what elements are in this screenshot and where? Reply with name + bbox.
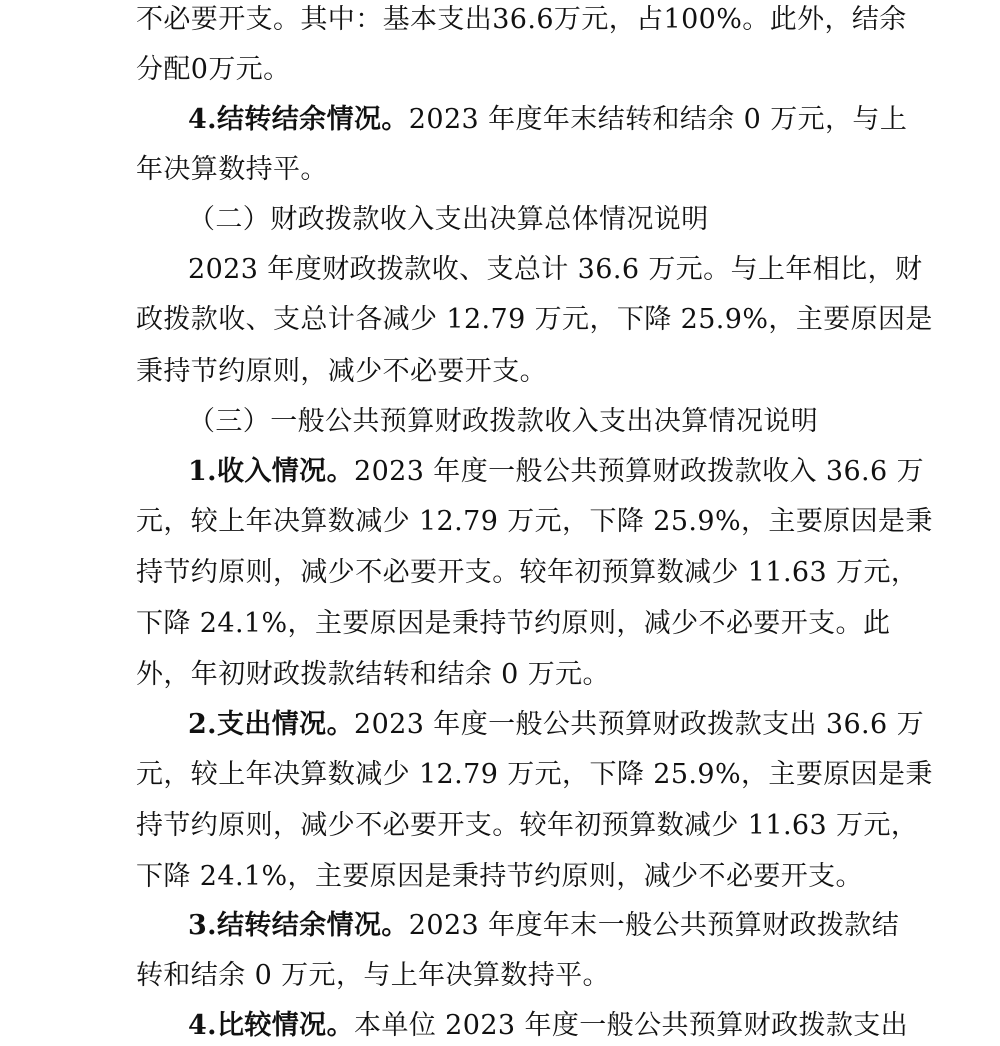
section-paragraph-2-expenditure <box>188 705 924 745</box>
body-text-line: 2023 年度财政拨款收、支总计 36.6 万元。与上年相比，财 <box>188 254 923 285</box>
body-text-line: 分配0万元。 <box>136 54 291 85</box>
item-text: 本单位 2023 年度一般公共预算财政拨款支出 <box>354 1010 909 1041</box>
item-heading: 2.支出情况。 <box>188 709 354 740</box>
section-paragraph-3-carryover <box>188 906 900 946</box>
body-text-line: 政拨款收、支总计各减少 12.79 万元，下降 25.9%，主要原因是 <box>136 304 933 335</box>
item-text: 2023 年度年末结转和结余 0 万元，与上 <box>408 104 908 135</box>
item-heading: 3.结转结余情况。 <box>188 910 409 941</box>
item-text: 2023 年度一般公共预算财政拨款支出 36.6 万 <box>354 709 924 740</box>
section-heading-3: （三）一般公共预算财政拨款收入支出决算情况说明 <box>188 406 819 437</box>
body-text-line: 不必要开支。其中：基本支出36.6万元，占100%。此外，结余 <box>136 4 907 35</box>
section-heading-2: （二）财政拨款收入支出决算总体情况说明 <box>188 204 709 235</box>
body-text-line: 秉持节约原则，减少不必要开支。 <box>136 356 547 387</box>
section-paragraph-4-comparison <box>188 1006 909 1046</box>
item-heading: 4.比较情况。 <box>188 1010 354 1041</box>
body-text-line: 元，较上年决算数减少 12.79 万元，下降 25.9%，主要原因是秉 <box>136 759 933 790</box>
body-text-line: 年决算数持平。 <box>136 154 328 185</box>
body-text-line: 外，年初财政拨款结转和结余 0 万元。 <box>136 659 610 690</box>
body-text-line: 元，较上年决算数减少 12.79 万元，下降 25.9%，主要原因是秉 <box>136 506 933 537</box>
item-text: 2023 年度年末一般公共预算财政拨款结 <box>408 910 900 941</box>
item-text: 2023 年度一般公共预算财政拨款收入 36.6 万 <box>354 456 924 487</box>
section-paragraph-1-income <box>188 452 924 492</box>
body-text-line: 持节约原则，减少不必要开支。较年初预算数减少 11.63 万元， <box>136 557 919 588</box>
section-paragraph-4-carryover <box>188 100 908 140</box>
body-text-line: 下降 24.1%，主要原因是秉持节约原则，减少不必要开支。 <box>136 861 863 892</box>
body-text-line: 转和结余 0 万元，与上年决算数持平。 <box>136 960 610 991</box>
body-text-line: 持节约原则，减少不必要开支。较年初预算数减少 11.63 万元， <box>136 810 919 841</box>
body-text-line: 下降 24.1%，主要原因是秉持节约原则，减少不必要开支。此 <box>136 608 891 639</box>
item-heading: 4.结转结余情况。 <box>188 104 409 135</box>
item-heading: 1.收入情况。 <box>188 456 354 487</box>
